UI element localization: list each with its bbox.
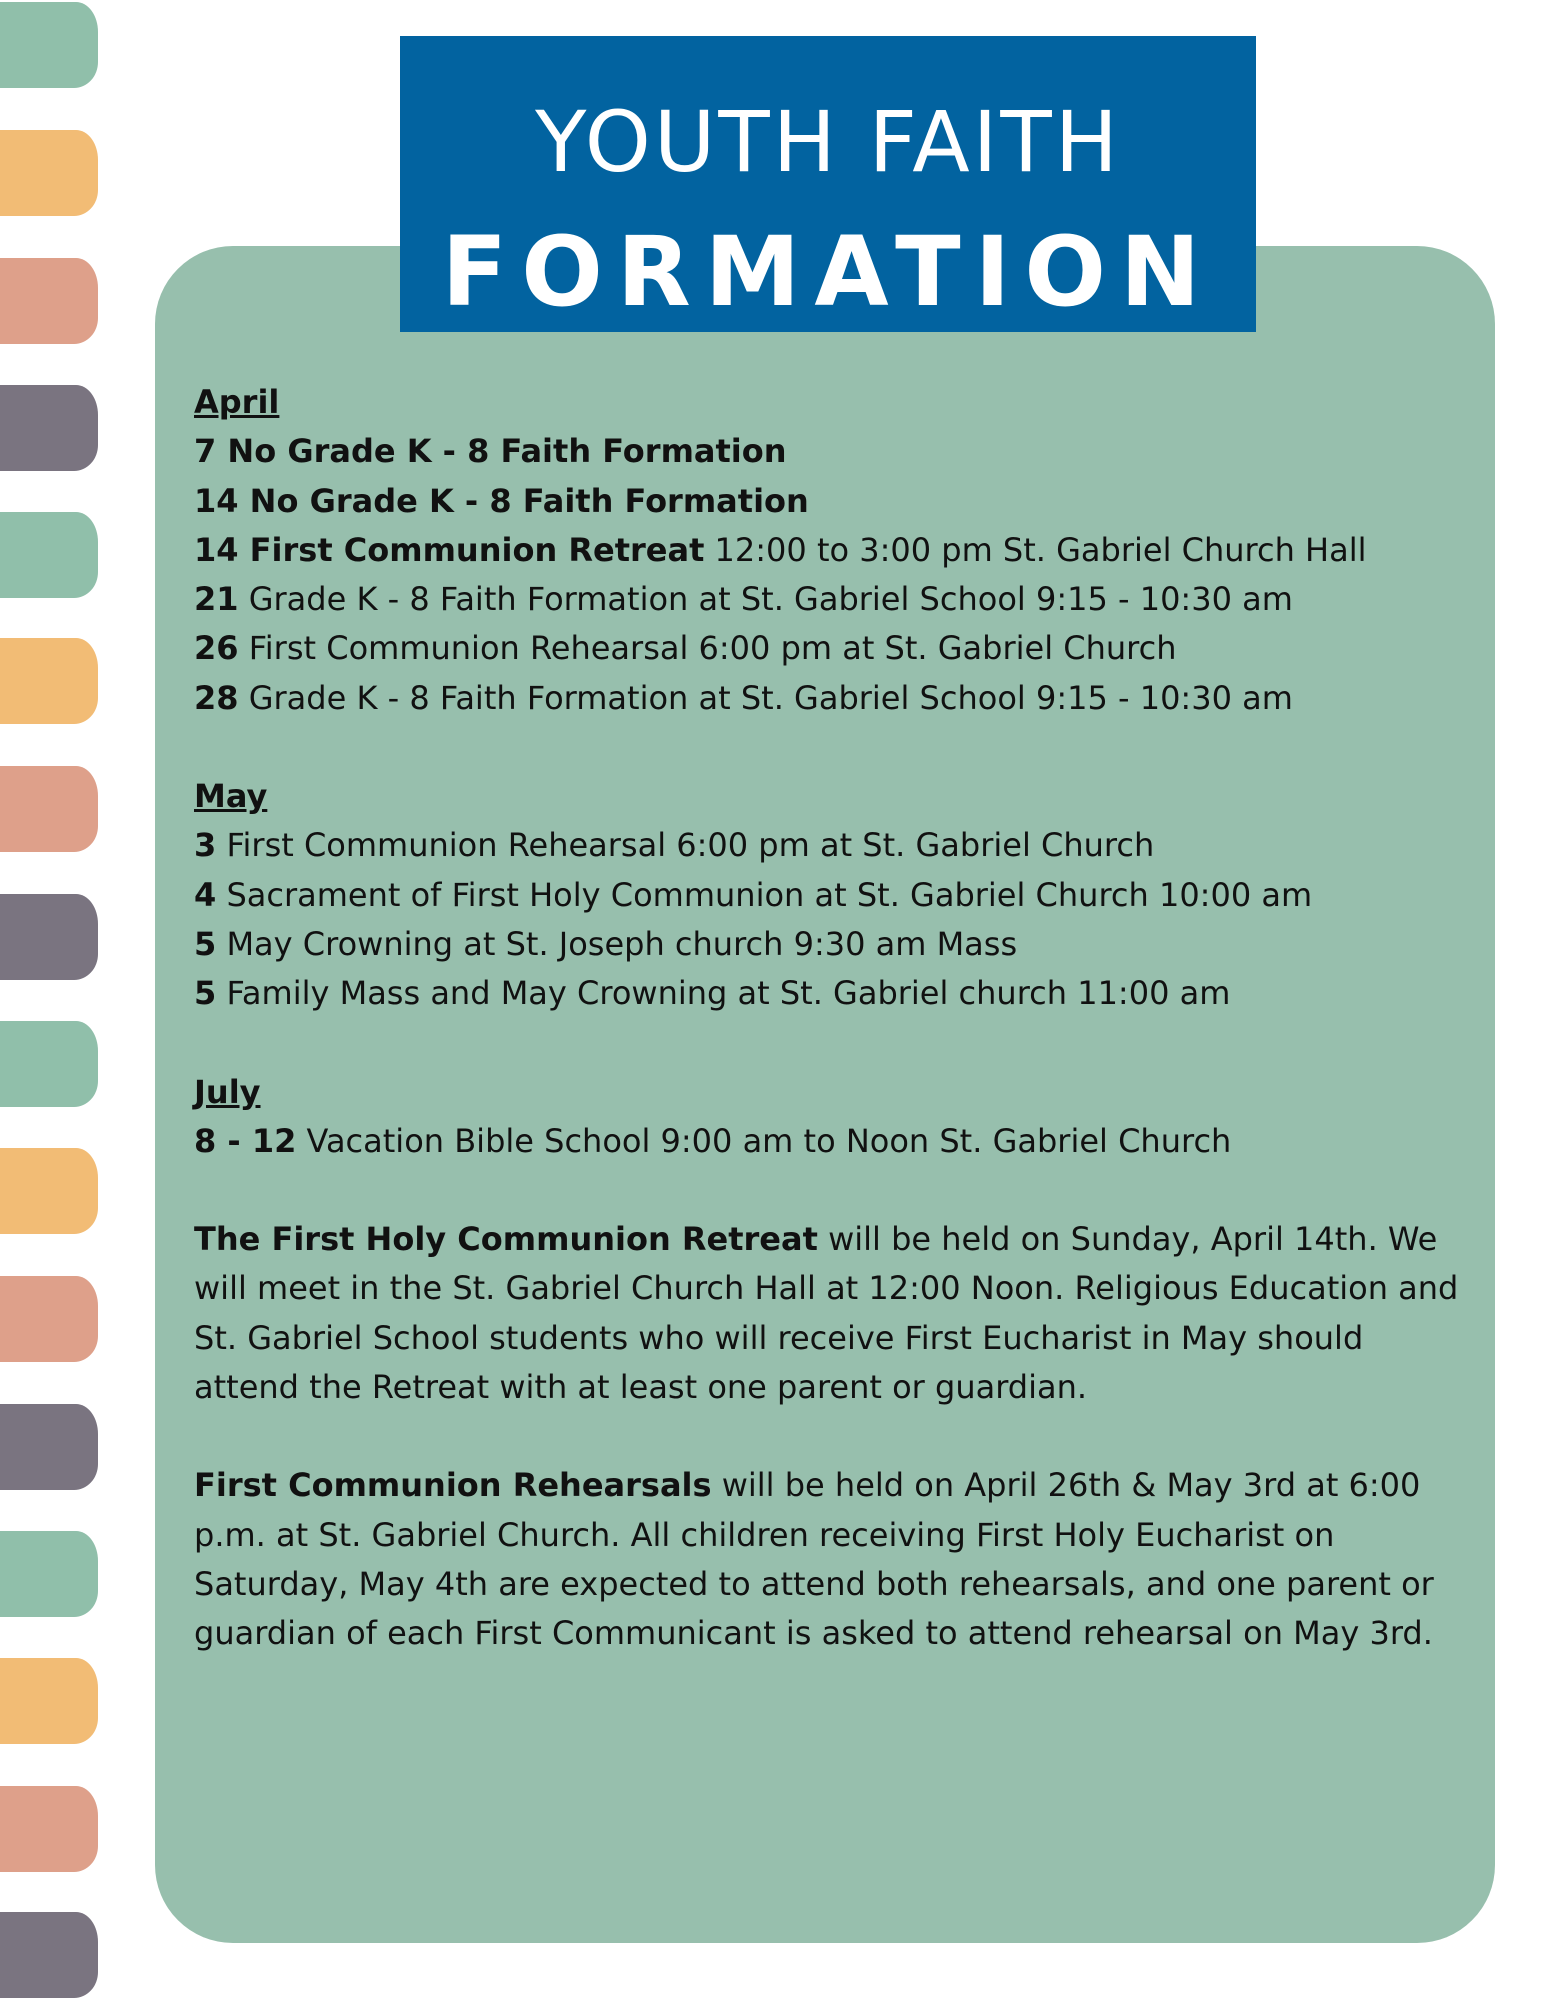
month-heading-april: April <box>194 383 280 421</box>
title-banner <box>400 36 1256 332</box>
paint-swatch-icon <box>0 385 98 471</box>
paint-swatch-icon <box>0 894 98 980</box>
schedule-item-text: May Crowning at St. Joseph church 9:30 am Mass <box>216 924 1018 963</box>
schedule-item-date: 5 <box>194 924 217 963</box>
schedule-item <box>194 526 1474 575</box>
schedule-item-text: Family Mass and May Crowning at St. Gabriel church 11:00 am <box>216 974 1231 1013</box>
schedule-item-date: 14 First Communion Retreat <box>194 530 705 569</box>
rehearsal-note-title: First Communion Rehearsals <box>194 1466 712 1505</box>
schedule-item-date: 14 No Grade K - 8 Faith Formation <box>194 481 809 520</box>
paint-swatch-icon <box>0 2 98 88</box>
paint-swatch-icon <box>0 1912 98 1998</box>
paint-swatch-icon <box>0 130 98 216</box>
paint-swatch-icon <box>0 1021 98 1107</box>
schedule-item <box>194 821 1474 870</box>
paint-swatch-icon <box>0 1658 98 1744</box>
schedule-item <box>194 871 1474 920</box>
paint-swatch-icon <box>0 1786 98 1872</box>
retreat-note-body: will be held on Sunday, April 14th. We will meet in the St. Gabriel Church Hall at 12:00 Noon. Religious Education and St. Gabriel School students who will receive First Eucharist in May should attend the Retreat with at least one parent or guardian. <box>194 1220 1459 1407</box>
schedule-item-date: 5 <box>194 974 217 1013</box>
paint-swatch-icon <box>0 1404 98 1490</box>
schedule-item-text: Grade K - 8 Faith Formation at St. Gabriel School 9:15 - 10:30 am <box>238 678 1293 717</box>
retreat-note <box>194 1215 1474 1412</box>
schedule-item-text: First Communion Rehearsal 6:00 pm at St. Gabriel Church <box>216 826 1155 865</box>
schedule-item <box>194 969 1474 1018</box>
paint-swatch-icon <box>0 638 98 724</box>
section-spacer <box>194 1412 1474 1461</box>
schedule-item-date: 28 <box>194 678 239 717</box>
schedule-item-text: Grade K - 8 Faith Formation at St. Gabriel School 9:15 - 10:30 am <box>238 580 1293 619</box>
schedule-item-date: 21 <box>194 580 239 619</box>
title-line-1: YOUTH FAITH <box>535 93 1121 191</box>
section-spacer <box>194 1019 1474 1068</box>
schedule-item-text: Vacation Bible School 9:00 am to Noon St. Gabriel Church <box>296 1121 1232 1160</box>
schedule-item <box>194 1117 1474 1166</box>
schedule-item <box>194 427 1474 476</box>
schedule-item-text: 12:00 to 3:00 pm St. Gabriel Church Hall <box>704 530 1367 569</box>
rehearsal-note <box>194 1461 1474 1658</box>
paint-swatch-icon <box>0 512 98 598</box>
schedule-item-date: 3 <box>194 826 217 865</box>
retreat-note-title: The First Holy Communion Retreat <box>194 1220 818 1259</box>
paint-swatch-icon <box>0 1276 98 1362</box>
paint-swatch-icon <box>0 1531 98 1617</box>
month-heading-may: May <box>194 777 268 816</box>
month-heading-july: July <box>194 1072 261 1111</box>
rehearsal-note-body: will be held on April 26th & May 3rd at 6:00 p.m. at St. Gabriel Church. All children receiving First Holy Eucharist on Saturday, May 4th are expected to attend both rehearsals, and one parent or guardian of each First Communicant is asked to attend rehearsal on May 3rd. <box>194 1466 1434 1653</box>
title-line-2: FORMATION <box>441 216 1215 328</box>
schedule-item <box>194 674 1474 723</box>
schedule-item <box>194 477 1474 526</box>
schedule-item <box>194 920 1474 969</box>
schedule-item <box>194 624 1474 673</box>
schedule-item-date: 4 <box>194 875 217 914</box>
schedule-item-text: Sacrament of First Holy Communion at St. Gabriel Church 10:00 am <box>216 875 1313 914</box>
section-spacer <box>194 1166 1474 1215</box>
decorative-swatch-strip <box>0 0 110 2000</box>
schedule-item-text: First Communion Rehearsal 6:00 pm at St. Gabriel Church <box>238 629 1177 668</box>
schedule-item <box>194 575 1474 624</box>
section-spacer <box>194 723 1474 772</box>
paint-swatch-icon <box>0 766 98 852</box>
schedule-item-date: 26 <box>194 629 239 668</box>
schedule-item-date: 8 - 12 <box>194 1121 297 1160</box>
paint-swatch-icon <box>0 258 98 344</box>
paint-swatch-icon <box>0 1148 98 1234</box>
schedule-content <box>194 378 1474 1659</box>
schedule-item-date: 7 No Grade K - 8 Faith Formation <box>194 432 787 471</box>
